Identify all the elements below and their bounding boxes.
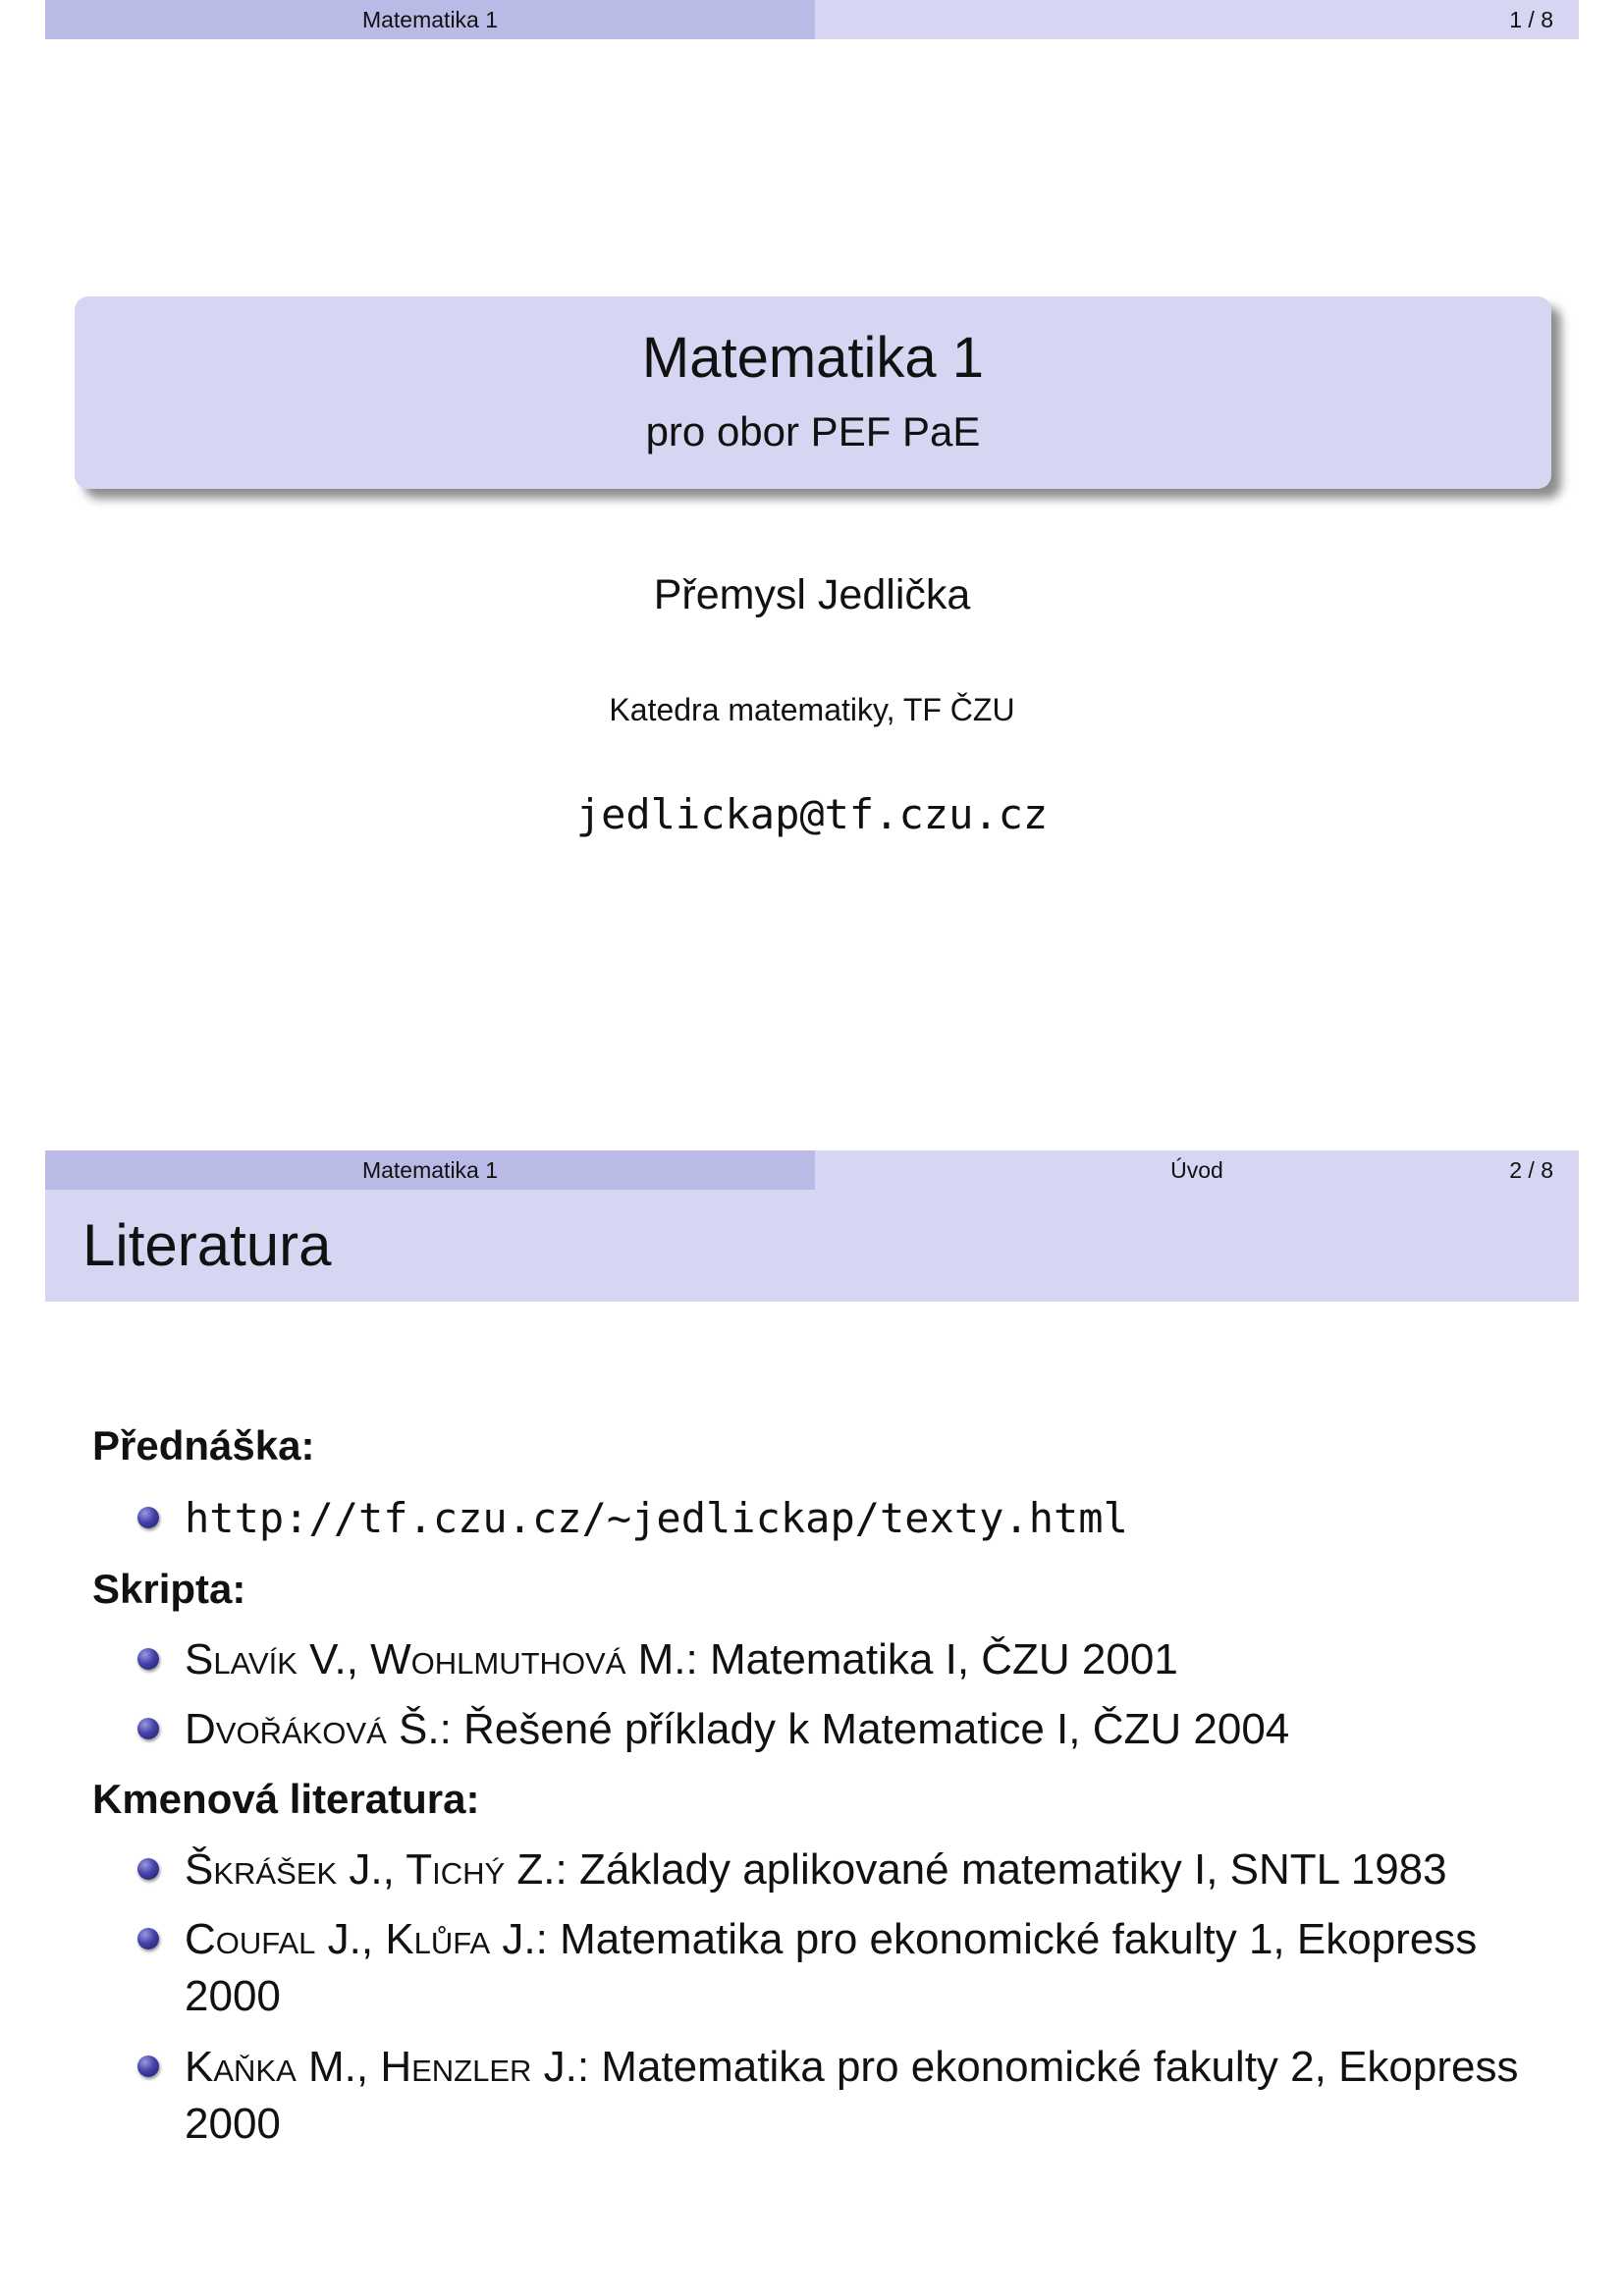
core-literature-item bbox=[185, 1911, 1540, 2025]
script-authors: Dvořáková Š. bbox=[185, 1705, 440, 1753]
header-short-title: Matematika 1 bbox=[45, 0, 815, 39]
header-short-title: Matematika 1 bbox=[45, 1150, 815, 1190]
header-section: Úvod bbox=[1170, 1157, 1223, 1183]
lecture-url-link[interactable]: http://tf.czu.cz/~jedlickap/texty.html bbox=[185, 1494, 1128, 1542]
book-title: : Základy aplikované matematiky I, SNTL 1983 bbox=[555, 1845, 1447, 1894]
bullet-icon bbox=[137, 1858, 159, 1880]
book-title: : Matematika pro ekonomické fakulty 2, Ekopress 2000 bbox=[185, 2043, 1519, 2148]
book-authors: Coufal J., Klůfa J. bbox=[185, 1915, 536, 1963]
core-literature-heading: Kmenová literatura: bbox=[92, 1776, 480, 1822]
presentation-title: Matematika 1 bbox=[641, 326, 985, 390]
core-literature-item bbox=[185, 1842, 1540, 1898]
book-authors: Kaňka M., Henzler J. bbox=[185, 2043, 577, 2091]
header-right-panel bbox=[815, 0, 1579, 39]
book-title: : Matematika pro ekonomické fakulty 1, Ekopress 2000 bbox=[185, 1915, 1478, 2020]
script-authors: Slavík V., Wohlmuthová M. bbox=[185, 1635, 686, 1683]
book-authors: Škrášek J., Tichý Z. bbox=[185, 1845, 556, 1894]
slide2-header bbox=[45, 1150, 1579, 1190]
script-title: : Matematika I, ČZU 2001 bbox=[685, 1635, 1178, 1683]
bullet-icon bbox=[137, 1507, 159, 1528]
scripts-heading: Skripta: bbox=[92, 1566, 246, 1612]
presentation-subtitle: pro obor PEF PaE bbox=[645, 408, 981, 454]
script-item bbox=[185, 1701, 1540, 1758]
page-number: 1 / 8 bbox=[1509, 7, 1553, 32]
lecture-heading: Přednáška: bbox=[92, 1422, 315, 1468]
institute: Katedra matematiky, TF ČZU bbox=[609, 692, 1015, 727]
author-name: Přemysl Jedlička bbox=[653, 571, 971, 618]
page-number: 2 / 8 bbox=[1509, 1157, 1553, 1183]
bullet-icon bbox=[137, 1648, 159, 1670]
author-email[interactable]: jedlickap@tf.czu.cz bbox=[575, 790, 1049, 838]
script-item bbox=[185, 1631, 1540, 1688]
frame-title: Literatura bbox=[82, 1212, 332, 1278]
bullet-icon bbox=[137, 2056, 159, 2077]
header-right-panel bbox=[815, 1150, 1579, 1190]
script-title: : Řešené příklady k Matematice I, ČZU 2004 bbox=[439, 1705, 1290, 1753]
core-literature-item bbox=[185, 2039, 1540, 2153]
slide1-header bbox=[45, 0, 1579, 39]
bullet-icon bbox=[137, 1718, 159, 1739]
bullet-icon bbox=[137, 1928, 159, 1949]
title-block bbox=[75, 296, 1551, 489]
frame-title-bar bbox=[45, 1190, 1579, 1302]
